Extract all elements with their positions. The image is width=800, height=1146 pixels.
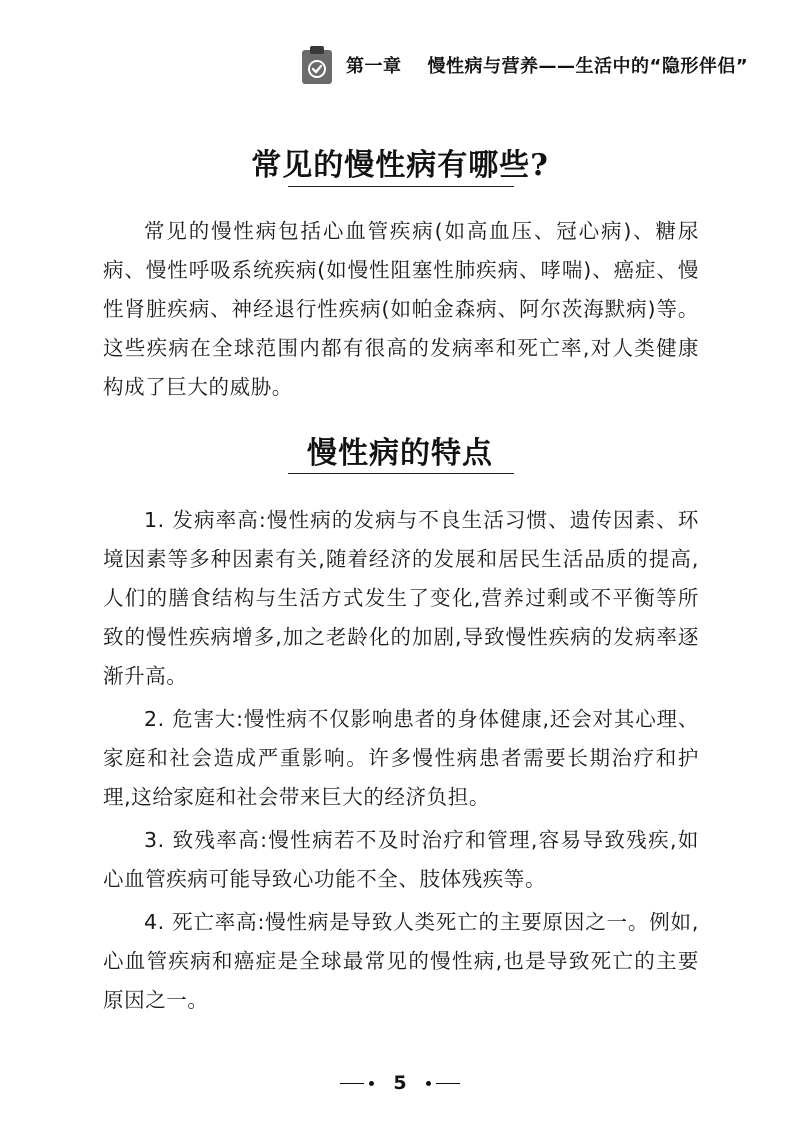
clipboard-check-icon [300,44,334,86]
paragraph-common-diseases: 常见的慢性病包括心血管疾病(如高血压、冠心病)、糖尿病、慢性呼吸系统疾病(如慢性阻塞性肺疾病、哮喘)、癌症、慢性肾脏疾病、神经退行性疾病(如帕金森病、阿尔茨海默病)等。这些疾病在全球范围内都有很高的发病率和死亡率,对人类健康构成了巨大的威胁。 [103,219,699,399]
feature-item-high-mortality: 4. 死亡率高:慢性病是导致人类死亡的主要原因之一。例如,心血管疾病和癌症是全球最常见的慢性病,也是导致死亡的主要原因之一。 [103,910,699,1012]
chapter-header [300,40,770,90]
section-title-underline [288,186,514,187]
section-title-common-chronic-diseases: 常见的慢性病有哪些? [251,148,549,183]
section-title-chronic-features: 慢性病的特点 [307,436,493,471]
feature-item-high-incidence: 1. 发病率高:慢性病的发病与不良生活习惯、遗传因素、环境因素等多种因素有关,随着经济的发展和居民生活品质的提高,人们的膳食结构与生活方式发生了变化,营养过剩或不平衡等所致的慢性疾病增多,加之老龄化的加剧,导致慢性疾病的发病率逐渐升高。 [103,508,699,688]
page-footer [0,1072,800,1094]
page-number: 5 [393,1072,407,1094]
footer-dash-right [436,1083,460,1084]
feature-item-great-harm: 2. 危害大:慢性病不仅影响患者的身体健康,还会对其心理、家庭和社会造成严重影响。许多慢性病患者需要长期治疗和护理,这给家庭和社会带来巨大的经济负担。 [103,707,699,809]
chapter-heading [346,52,748,78]
section-title-underline [288,473,514,474]
footer-dash-left [340,1083,364,1084]
chapter-title: 慢性病与营养——生活中的“隐形伴侣” [427,56,749,77]
footer-dot-left [369,1081,374,1086]
feature-item-high-disability: 3. 致残率高:慢性病若不及时治疗和管理,容易导致残疾,如心血管疾病可能导致心功能不全、肢体残疾等。 [103,828,699,891]
chapter-number: 第一章 [346,56,402,77]
footer-dot-right [426,1081,431,1086]
